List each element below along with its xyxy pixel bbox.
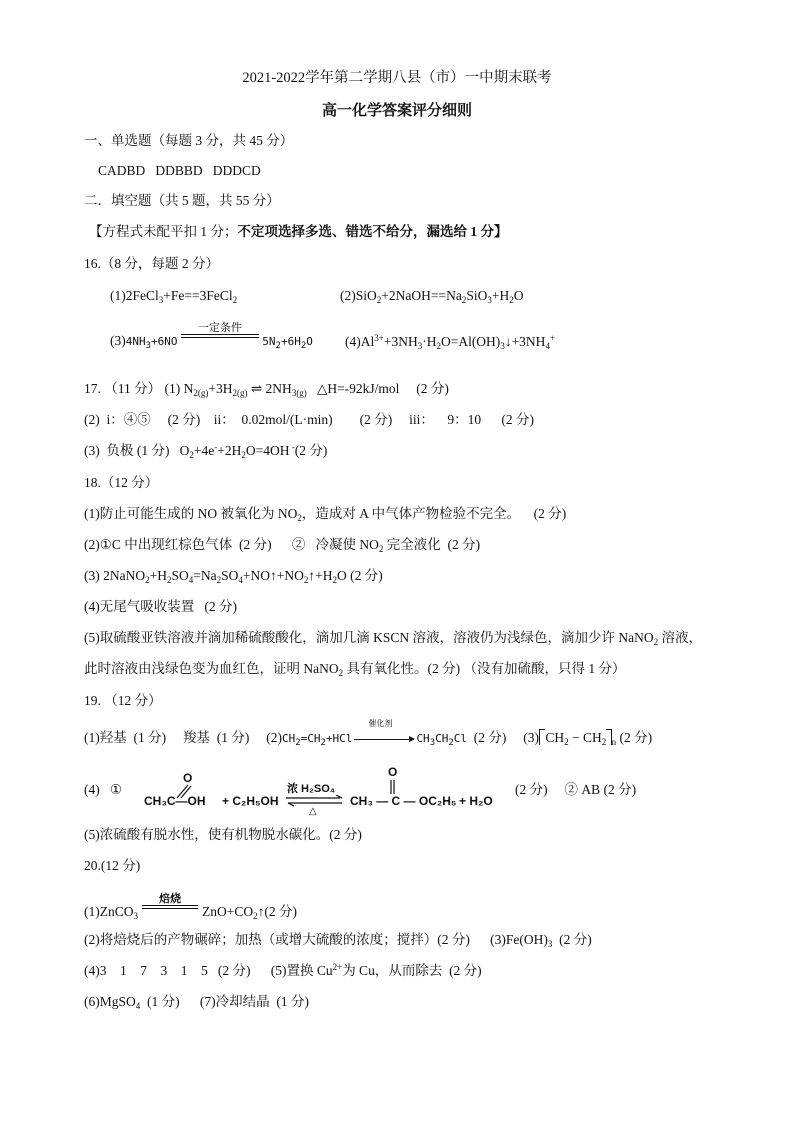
q17-line3: (3) 负极 (1 分) $O_2+4e^-+2H_2O=4OH$ -(2 分) (84, 442, 328, 460)
q19-heading: 19. （12 分） (84, 693, 162, 708)
ester-carbonyl-o: O (388, 765, 398, 779)
q18-line4: (4)无尾气吸收装置 (2 分) (84, 599, 237, 614)
grading-note (89, 223, 508, 241)
ethanol: + C₂H₅OH (222, 794, 279, 808)
ester-condition: 浓 H₂SO₄ (287, 783, 336, 795)
q19-line3: (5)浓硫酸有脱水性，使有机物脱水碳化。(2 分) (84, 827, 362, 842)
ethyl-acetate: CH₃ — C — OC₂H₅ (350, 794, 457, 808)
q18-line2: (2)①C 中出现红棕色气体 (2 分) ② 冷凝使 $NO_2$ 完全液化 (2 分) (84, 537, 481, 554)
q18-heading: 18.（12 分） (84, 475, 159, 490)
water: + H₂O (459, 794, 493, 808)
q19-arrow (354, 739, 414, 740)
q18-line5: (5)取硫酸亚铁溶液并滴加稀硫酸酸化，滴加几滴 KSCN 溶液，溶液仍为浅绿色，滴加少许 NaNO$_2$ 溶液， (84, 630, 702, 647)
q20-line4: (6)MgSO$_4$ (1 分) (7)冷却结晶 (1 分) (84, 994, 309, 1011)
grading-note-b: 不定项选择多选、错选不给分，漏选给 1 分】 (237, 224, 508, 239)
section-1-heading: 一、单选题（每题 3 分，共 45 分） (84, 133, 294, 148)
q18-line6: 此时溶液由浅绿色变为血红色，证明 NaNO$_2$ 具有氧化性。(2 分) （没有加硫酸，只得 1 分） (84, 661, 626, 678)
q16-eq3: $(3)4NH_3+6NO$ 一定条件 $5N_2+6H_2O$ (110, 321, 313, 351)
q20-line1: (1)ZnCO$_3$ 焙烧 $ZnO+CO_2↑(2$ 分) (84, 891, 297, 921)
q20-heading: 20.(12 分) (84, 858, 141, 873)
q16-eq2: $(2)SiO_2+2NaOH==Na_2SiO_3+H_2O$ (340, 288, 524, 305)
q17-line1: 17. （11 分） (1) $N_{2(g)}+3H_{2(g)}$ ⇌ $2NH_{3(g)}$ △H=-92kJ/mol (2 分) (84, 381, 449, 398)
q19-line1: (1)羟基 (1 分) 羧基 (1 分) $(2)CH_2=CH_2+HCl$ 催化剂 $CH_3CH_2Cl$ (2 分) (3) $CH_2 - CH_2$ $_n$ (2 分) (84, 718, 653, 748)
grading-note-a: 【方程式未配平扣 1 分； (89, 224, 238, 239)
q16-eq1: (1)2FeCl$_3$+Fe==3FeCl$_2$ (110, 288, 238, 305)
q18-line1: (1)防止可能生成的 NO 被氧化为 $NO_2$，造成对 A 中气体产物检验不完全。 (2 分) (84, 506, 567, 523)
q20-arrow: 焙烧 (142, 893, 198, 919)
q16-heading: 16.（8 分，每题 2 分） (84, 256, 219, 271)
polymer: $CH_2 - CH_2$ $_n$ (539, 730, 616, 745)
exam-title: 2021-2022学年第二学期八县（市）一中期末联考 (242, 70, 552, 86)
doc-subtitle: 高一化学答案评分细则 (321, 101, 472, 119)
q16-eq3-arrow: 一定条件 (181, 322, 259, 348)
heat-symbol: △ (309, 806, 317, 817)
ester-double-bond (388, 779, 398, 795)
q16-eq4: $(4)Al^{3+}+3NH_3\cdot H_2O=Al(OH)_3↓+3NH_4^+$ (345, 333, 556, 351)
q17-line2: (2) i：④⑤ (2 分) ii： 0.02mol/(L·min) (2 分) iii： 9：10 (2 分) (84, 412, 534, 427)
q18-line3: (3) $2NaNO_2+H_2SO_4=Na_2SO_4+NO↑+NO_2↑+H_2O$ (2 分) (84, 568, 383, 585)
q20-line3: (4)3 1 7 3 1 5 (2 分) (5)置换 $Cu^{2+}$为 Cu，从而除去 (2 分) (84, 962, 482, 978)
q20-line2: (2)将焙烧后的产物碾碎；加热（或增大硫酸的浓度；搅拌）(2 分) $(3)Fe(OH)_3$ (2 分) (84, 932, 592, 949)
section-2-heading: 二．填空题（共 5 题，共 55 分） (84, 193, 280, 208)
section-1-answers: CADBD DDBBD DDDCD (98, 163, 261, 178)
q19-line2-score: (2 分) ② AB (2 分) (515, 782, 637, 797)
q19-line2-label: (4) ① (84, 782, 122, 797)
acetic-acid: CH₃C—OH (144, 794, 206, 808)
acid-carbonyl-o: O (183, 771, 193, 785)
